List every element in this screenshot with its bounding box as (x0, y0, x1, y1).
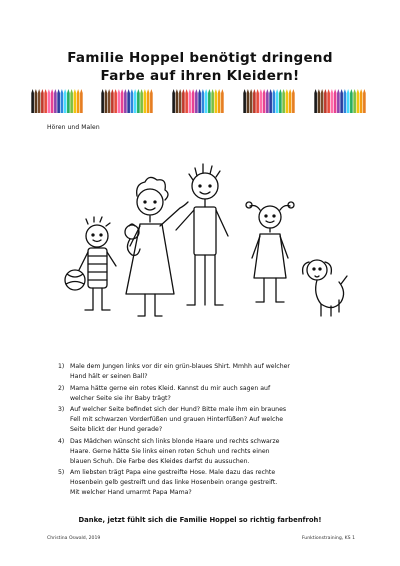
pencil (48, 93, 51, 113)
pencil-tip (70, 89, 73, 93)
pencil (74, 93, 77, 113)
pencil-tip (256, 89, 259, 93)
pencil-tip (57, 89, 60, 93)
pencil (334, 93, 337, 113)
pencil-tip (218, 89, 221, 93)
pencil (347, 93, 350, 113)
list-item: 3) Auf welcher Seite befindet sich der Hund? Bitte male ihm ein braunes Fell mit schwarzen Vorderfüßen und grauen Hinterfüßen? Auf welche Seite blickt der Hund gerade? (58, 406, 287, 434)
pencil (363, 93, 366, 113)
pencil (57, 93, 60, 113)
colored-pencils-icon (101, 89, 153, 113)
pencil-tip (114, 89, 117, 93)
pencil (108, 93, 111, 113)
pencil-tip (147, 89, 150, 93)
pencil (292, 93, 295, 113)
pencil (195, 93, 198, 113)
boy-figure (65, 217, 116, 310)
pencil (185, 93, 188, 113)
pencil-tip (67, 89, 70, 93)
pencil-tip (363, 89, 366, 93)
pencil-tip (182, 89, 185, 93)
pencil (70, 93, 73, 113)
pencil-tip (215, 89, 218, 93)
pencil-tip (44, 89, 47, 93)
pencil (198, 93, 201, 113)
pencil-tip (176, 89, 179, 93)
pencil-tip (347, 89, 350, 93)
pencil (127, 93, 130, 113)
pencil (189, 93, 192, 113)
pencil-tip (118, 89, 121, 93)
pencil-tip (192, 89, 195, 93)
pencil-tip (318, 89, 321, 93)
pencil-tip (195, 89, 198, 93)
pencil-tip (276, 89, 279, 93)
pencil (44, 93, 47, 113)
pencil (324, 93, 327, 113)
pencil (121, 93, 124, 113)
pencil (131, 93, 134, 113)
pencil (286, 93, 289, 113)
pencil-tip (172, 89, 175, 93)
pencil-tip (260, 89, 263, 93)
list-item: 1) Male dem Jungen links vor dir ein grün-blaues Shirt. Mmhh auf welcher Hand hält er seinen Ball? (58, 363, 290, 380)
pencil (41, 93, 44, 113)
pencil-tip (208, 89, 211, 93)
pencil (318, 93, 321, 113)
list-item: 2) Mama hätte gerne ein rotes Kleid. Kannst du mir auch sagen auf welcher Seite sie ihr Baby trägt? (58, 384, 271, 402)
pencil-tip (321, 89, 324, 93)
pencil (77, 93, 80, 113)
pencil (289, 93, 292, 113)
pencil-tip (185, 89, 188, 93)
pencil-tip (111, 89, 114, 93)
colored-pencils-icon (243, 89, 295, 113)
pencil (337, 93, 340, 113)
pencil-tip (127, 89, 130, 93)
closing-message: Danke, jetzt fühlt sich die Familie Hoppel so richtig farbenfroh! (78, 516, 322, 524)
pencil (147, 93, 150, 113)
pencil-tip (331, 89, 334, 93)
dog-figure (303, 260, 347, 316)
pencil-tip (77, 89, 80, 93)
pencil-tip (80, 89, 83, 93)
pencil-tip (189, 89, 192, 93)
pencil (61, 93, 64, 113)
pencil (172, 93, 175, 113)
pencil-tip (357, 89, 360, 93)
pencil-tip (38, 89, 41, 93)
pencil (314, 93, 317, 113)
pencil (221, 93, 224, 113)
pencil (357, 93, 360, 113)
pencil (218, 93, 221, 113)
pencil-tip (121, 89, 124, 93)
pencil-tip (150, 89, 153, 93)
pencil-tip (64, 89, 67, 93)
pencil-tip (51, 89, 54, 93)
pencil-tip (202, 89, 205, 93)
pencil-tip (253, 89, 256, 93)
pencil-tip (292, 89, 295, 93)
pencil-tip (324, 89, 327, 93)
pencil (350, 93, 353, 113)
pencil-tip (327, 89, 330, 93)
pencil-tip (179, 89, 182, 93)
pencil-tip (360, 89, 363, 93)
pencil-tip (350, 89, 353, 93)
pencil (182, 93, 185, 113)
pencil-tip (282, 89, 285, 93)
pencil (256, 93, 259, 113)
pencil (211, 93, 214, 113)
pencil (243, 93, 246, 113)
pencil (54, 93, 57, 113)
pencil-tip (54, 89, 57, 93)
pencil-tip (344, 89, 347, 93)
pencil (208, 93, 211, 113)
list-item: 4) Das Mädchen wünscht sich links blonde Haare und rechts schwarze Haare. Gerne hätte Sie links einen roten Schuh und rechts einen blauen Schuh. Die Farbe des Kleides darfst du aussuchen. (58, 437, 280, 465)
pencil (101, 93, 104, 113)
pencil (144, 93, 147, 113)
pencil-tip (137, 89, 140, 93)
pencil (179, 93, 182, 113)
pencil (150, 93, 153, 113)
pencil (360, 93, 363, 113)
pencil-tip (269, 89, 272, 93)
pencil-tip (334, 89, 337, 93)
pencil (35, 93, 38, 113)
pencil (192, 93, 195, 113)
pencil (38, 93, 41, 113)
pencil-tip (353, 89, 356, 93)
pencil-tip (266, 89, 269, 93)
pencil-tip (289, 89, 292, 93)
pencil (111, 93, 114, 113)
pencil (263, 93, 266, 113)
page-title-line-1: Familie Hoppel benötigt dringend (67, 50, 333, 66)
pencil-tip (286, 89, 289, 93)
pencil-tip (273, 89, 276, 93)
pencil-tip (61, 89, 64, 93)
pencil (353, 93, 356, 113)
pencil (114, 93, 117, 113)
father-figure (176, 164, 228, 305)
page-title-line-2: Farbe auf ihren Kleidern! (100, 68, 300, 84)
mother-figure (125, 177, 188, 316)
list-item: 5) Am liebsten trägt Papa eine gestreifte Hose. Male dazu das rechte Hosenbein gelb gestreift und das linke Hosenbein orange gestreift. Mit welcher Hand umarmt Papa Mama? (58, 469, 278, 497)
pencil-tip (337, 89, 340, 93)
colored-pencils-icon (31, 89, 83, 113)
pencil-tip (105, 89, 108, 93)
pencil (67, 93, 70, 113)
pencil (247, 93, 250, 113)
pencil-tip (140, 89, 143, 93)
pencil (250, 93, 253, 113)
colored-pencils-icon (172, 89, 224, 113)
pencil (260, 93, 263, 113)
pencil (118, 93, 121, 113)
pencil-tip (35, 89, 38, 93)
pencil (124, 93, 127, 113)
pencil (279, 93, 282, 113)
pencil (31, 93, 34, 113)
pencil (64, 93, 67, 113)
pencil-tip (124, 89, 127, 93)
pencil-tip (243, 89, 246, 93)
pencil-tip (101, 89, 104, 93)
pencil (205, 93, 208, 113)
pencil-tip (263, 89, 266, 93)
pencil (80, 93, 83, 113)
pencil (282, 93, 285, 113)
pencil-tip (205, 89, 208, 93)
pencil-tip (108, 89, 111, 93)
pencil (105, 93, 108, 113)
pencil-tip (314, 89, 317, 93)
pencil (344, 93, 347, 113)
task-list (58, 362, 358, 500)
footer-author: Christina Oswald, 2019 (47, 536, 101, 541)
pencil-tip (279, 89, 282, 93)
pencil-tip (41, 89, 44, 93)
pencil (276, 93, 279, 113)
pencil-tip (74, 89, 77, 93)
pencil-tip (247, 89, 250, 93)
pencil-tip (134, 89, 137, 93)
pencil (140, 93, 143, 113)
pencil-tip (144, 89, 147, 93)
subtitle: Hören und Malen (47, 124, 100, 131)
pencil (269, 93, 272, 113)
pencil-tip (131, 89, 134, 93)
footer-course: Funktionstraining, KS 1 (301, 536, 355, 541)
pencil (266, 93, 269, 113)
pencil (327, 93, 330, 113)
pencil (273, 93, 276, 113)
pencil-tip (48, 89, 51, 93)
pencil-tip (250, 89, 253, 93)
pencil (321, 93, 324, 113)
pencil-tip (198, 89, 201, 93)
pencil (253, 93, 256, 113)
pencil (51, 93, 54, 113)
pencil-tip (211, 89, 214, 93)
pencil-tip (31, 89, 34, 93)
pencil (331, 93, 334, 113)
pencil (137, 93, 140, 113)
girl-figure (246, 202, 294, 302)
pencil (202, 93, 205, 113)
pencil-tip (340, 89, 343, 93)
colored-pencils-icon (314, 89, 366, 113)
pencil-tip (221, 89, 224, 93)
pencil (340, 93, 343, 113)
pencil (176, 93, 179, 113)
pencil (215, 93, 218, 113)
pencil (134, 93, 137, 113)
family-illustration (55, 150, 355, 355)
